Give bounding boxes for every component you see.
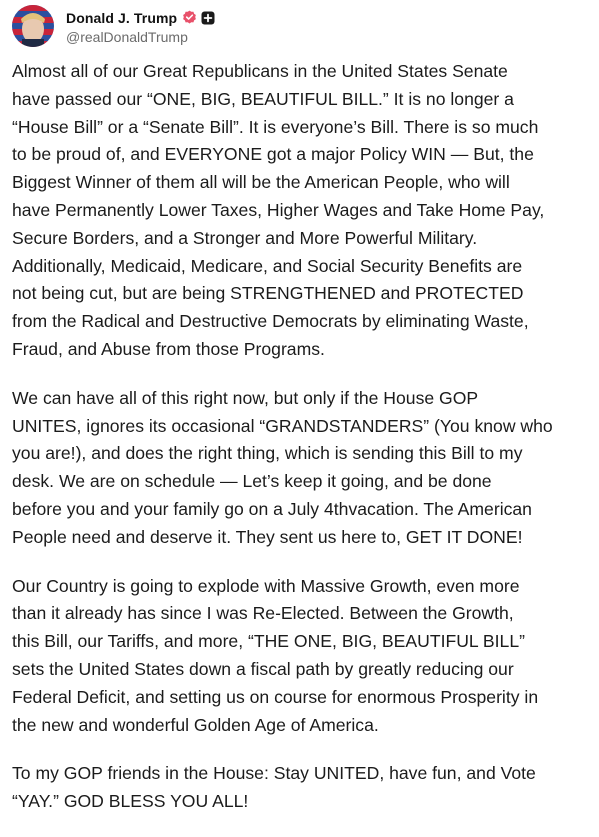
post-paragraph: To my GOP friends in the House: Stay UNITED, have fun, and Vote “YAY.” GOD BLESS YOU ALL!	[12, 763, 536, 812]
author-name-row	[66, 8, 215, 28]
plus-square-icon	[201, 11, 215, 25]
avatar[interactable]	[12, 5, 54, 47]
author-display-name[interactable]: Donald J. Trump	[66, 9, 178, 26]
post-paragraph: Our Country is going to explode with Massive Growth, even more than it already has since I was Re-Elected. Between the Growth, this Bill, our Tariffs, and more, “THE ONE, BIG, BEAUTIFUL BILL” sets the United States down a fiscal path by greatly reducing our Federal Deficit, and setting us on course for enormous Prosperity in the new and wonderful Golden Age of America.	[12, 575, 539, 735]
post-paragraph: Almost all of our Great Republicans in the United States Senate have passed our “ONE, BIG, BEAUTIFUL BILL.” It is no longer a “House Bill” or a “Senate Bill”. It is everyone’s Bill. There is so much to be proud of, and EVERYONE got a major Policy WIN — But, the Biggest Winner of them all will be the American People, who will have Permanently Lower Taxes, Higher Wages and Take Home Pay, Secure Borders, and a Stronger and More Powerful Military. Additionally, Medicaid, Medicare, and Social Security Benefits are not being cut, but are being STRENGTHENED and PROTECTED from the Radical and Destructive Democrats by eliminating Waste, Fraud, and Abuse from those Programs.	[12, 61, 545, 359]
post-header	[12, 4, 215, 48]
post-body	[12, 58, 592, 837]
post-paragraph: We can have all of this right now, but only if the House GOP UNITES, ignores its occasional “GRANDSTANDERS” (You know who you are!), and does the right thing, which is sending this Bill to my desk. We are on schedule — Let’s keep it going, and be done before you and your family go on a July 4thvacation. The American People need and deserve it. They sent us here to, GET IT DONE!	[12, 387, 553, 547]
author-block	[66, 8, 215, 45]
author-handle[interactable]: @realDonaldTrump	[66, 28, 188, 45]
verified-badge-icon	[182, 10, 197, 25]
